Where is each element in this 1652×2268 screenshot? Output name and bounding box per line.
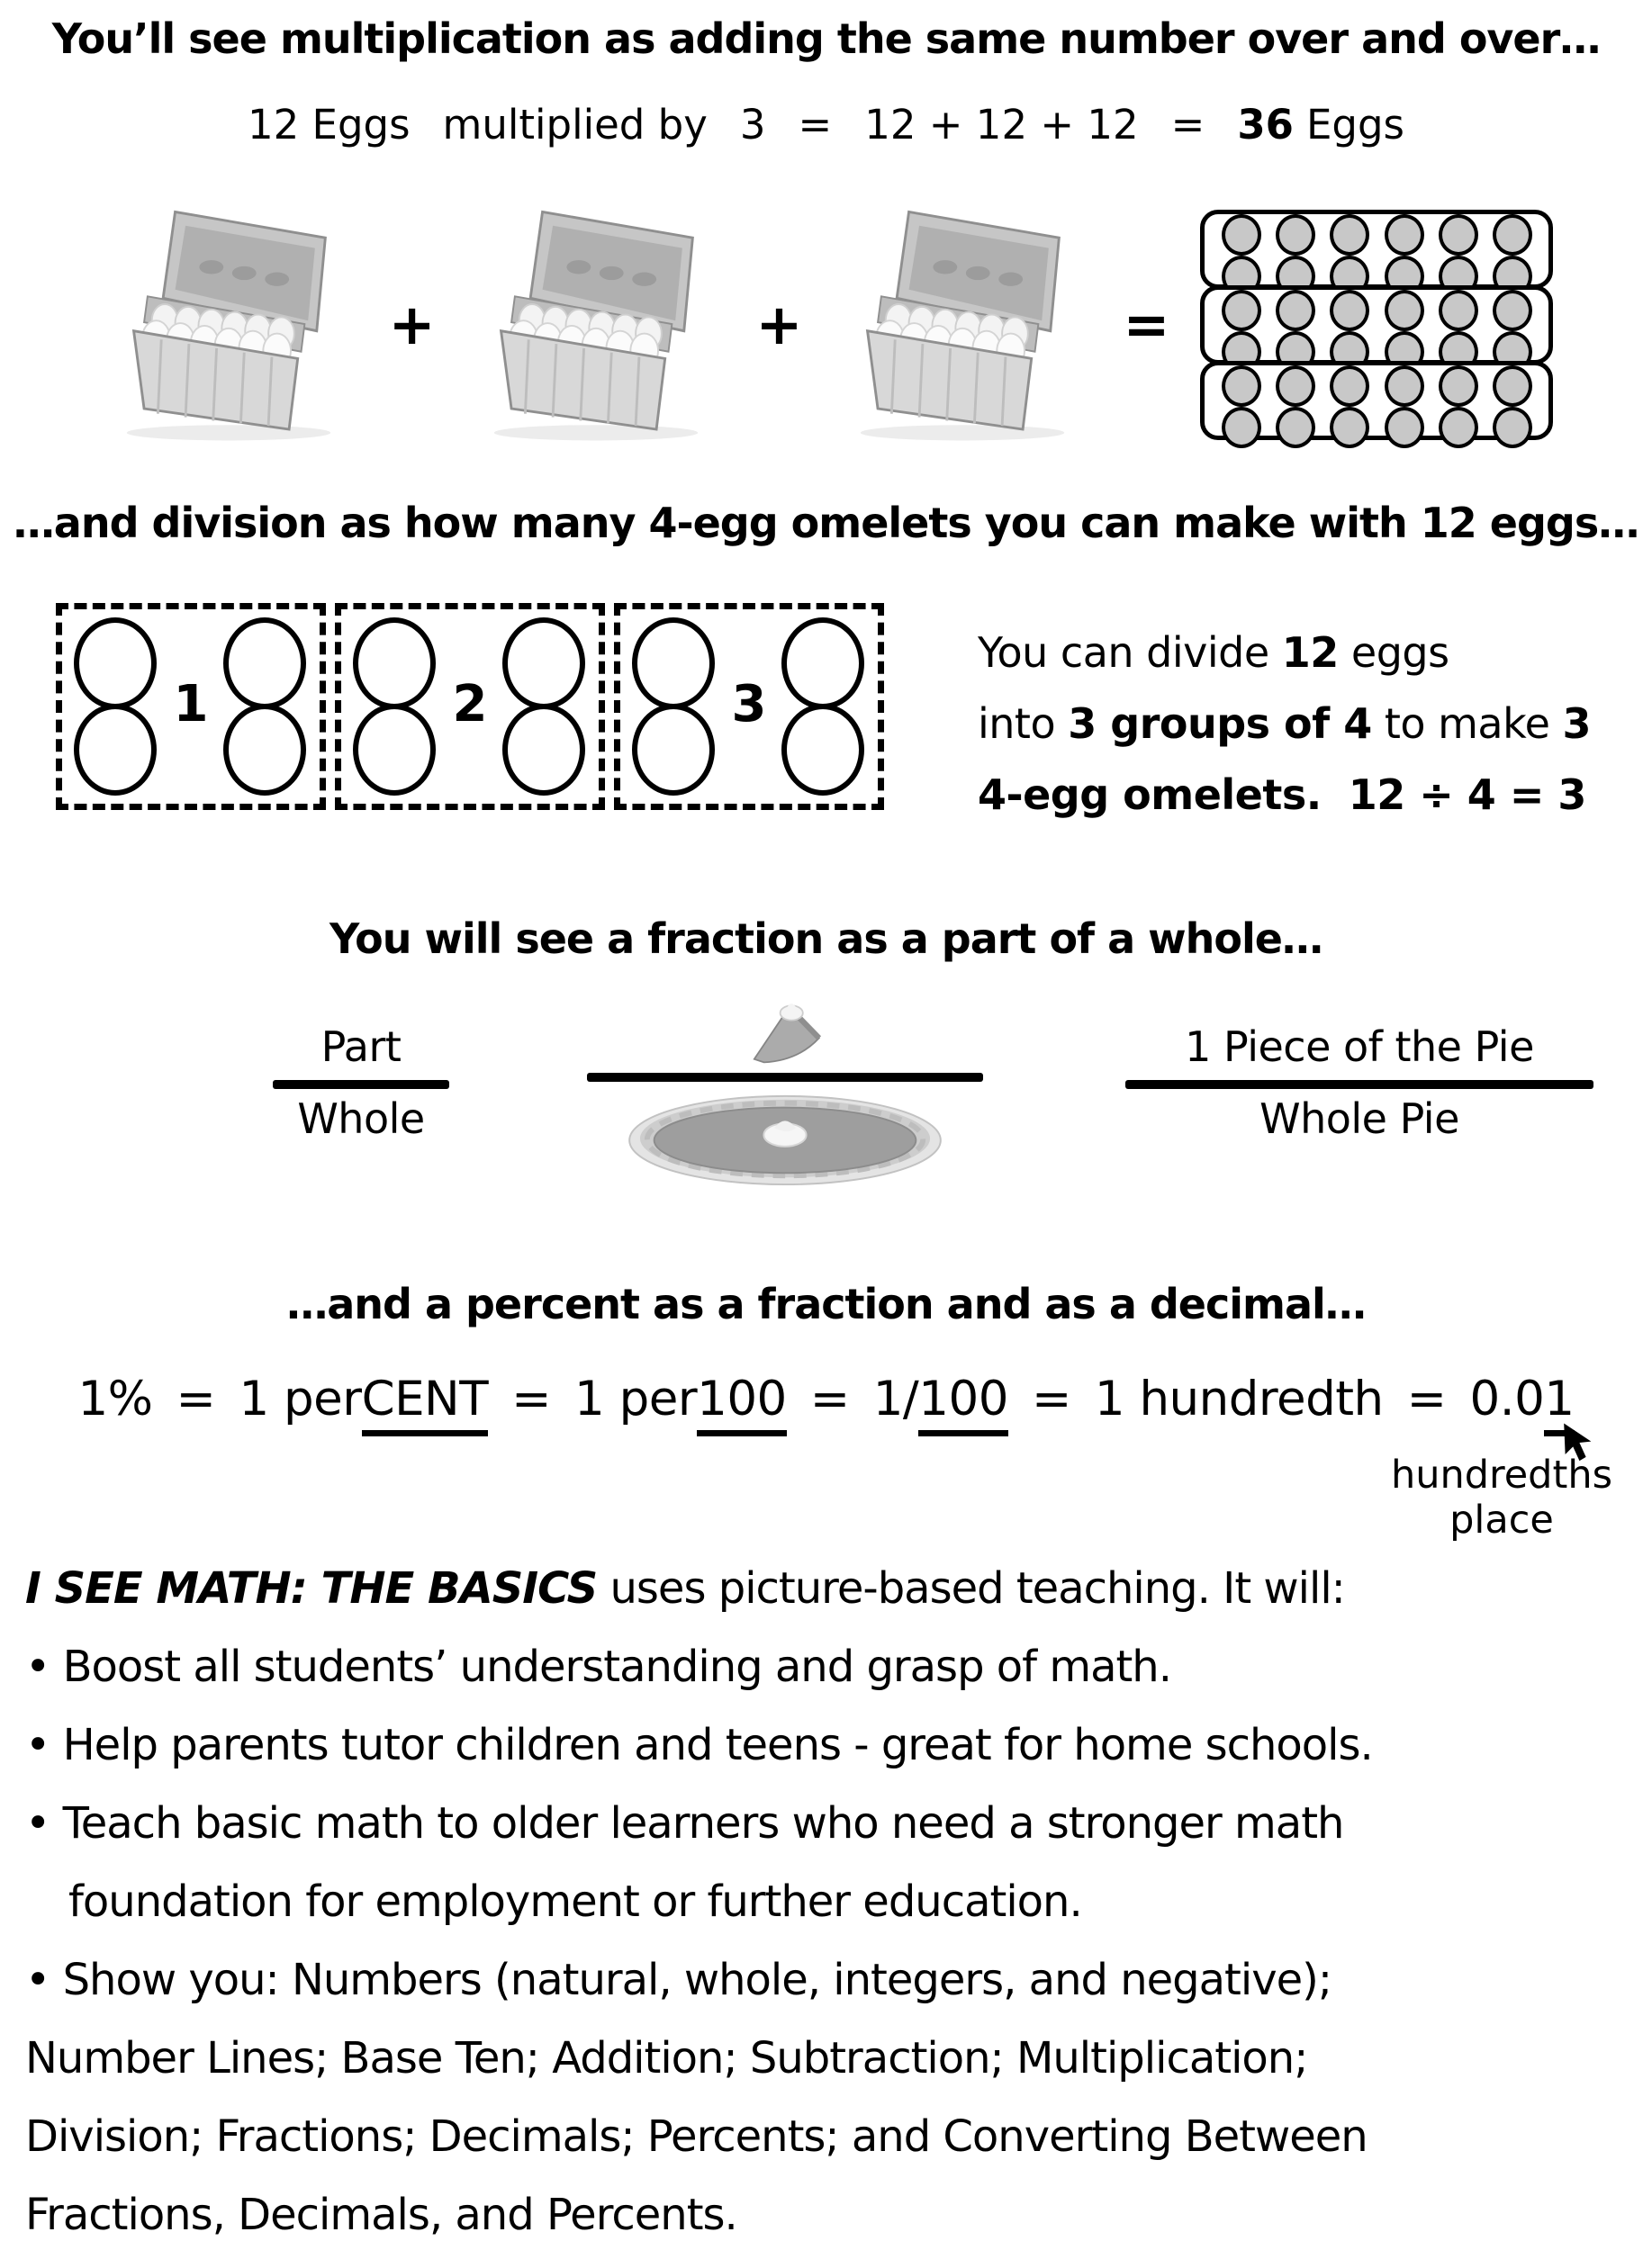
equation-factor: 3 bbox=[739, 101, 766, 148]
caption-text: into bbox=[978, 699, 1069, 748]
plus-sign: + bbox=[755, 292, 803, 357]
multiplication-equation bbox=[0, 101, 1652, 148]
egg-icon bbox=[1439, 290, 1478, 331]
fraction-heading: You will see a fraction as a part of a whole… bbox=[329, 914, 1323, 963]
percent-term: 1% bbox=[77, 1372, 153, 1426]
egg-icon bbox=[1330, 407, 1369, 448]
term-underlined: CENT bbox=[362, 1372, 489, 1436]
multiplication-figure bbox=[0, 200, 1652, 450]
percent-term: 1 hundredth bbox=[1094, 1372, 1384, 1426]
about-section bbox=[25, 1550, 1640, 2254]
note-line: hundredths bbox=[1390, 1453, 1612, 1498]
fraction-denominator: Whole Pie bbox=[1259, 1094, 1459, 1143]
caption-bold: 3 bbox=[1562, 699, 1592, 748]
about-bullet-line: • Boost all students’ understanding and grasp of math. bbox=[25, 1642, 1171, 1692]
term-underlined: 100 bbox=[697, 1372, 787, 1436]
percent-term bbox=[574, 1372, 787, 1426]
caption-line bbox=[978, 688, 1591, 760]
egg-carton-image bbox=[466, 200, 726, 450]
book-title: I SEE MATH: THE BASICS bbox=[25, 1563, 598, 1614]
percent-term bbox=[239, 1372, 488, 1426]
about-bullet-line: • Show you: Numbers (natural, whole, integers, and negative); bbox=[25, 1955, 1332, 2005]
plus-sign: + bbox=[388, 292, 436, 357]
percent-term bbox=[1470, 1372, 1575, 1426]
term-text: 1 per bbox=[574, 1372, 698, 1426]
egg-icon bbox=[1493, 214, 1532, 256]
egg-tray bbox=[1200, 361, 1553, 440]
egg-tray bbox=[1200, 210, 1553, 289]
about-bullet-list bbox=[25, 1628, 1640, 2254]
egg-icon bbox=[1439, 214, 1478, 256]
division-caption bbox=[978, 617, 1591, 831]
egg-icon bbox=[1222, 407, 1261, 448]
egg-tray-grid bbox=[1200, 210, 1553, 440]
egg-icon bbox=[1385, 214, 1424, 256]
result-unit: Eggs bbox=[1306, 101, 1405, 148]
result-value: 36 bbox=[1237, 101, 1294, 148]
egg-icon bbox=[1222, 290, 1261, 331]
caption-bold: 12 bbox=[1281, 628, 1339, 677]
equation-quantity: 12 Eggs bbox=[247, 101, 411, 148]
egg-icon bbox=[1385, 365, 1424, 407]
term-underlined: 100 bbox=[918, 1372, 1008, 1436]
caption-line bbox=[978, 617, 1591, 688]
egg-icon bbox=[1276, 407, 1315, 448]
egg-icon bbox=[1222, 365, 1261, 407]
egg-icon bbox=[1439, 365, 1478, 407]
egg-icon bbox=[1493, 290, 1532, 331]
about-bullet-line: Division; Fractions; Decimals; Percents; and Converting Between bbox=[25, 2111, 1368, 2162]
percent-equation bbox=[0, 1372, 1652, 1426]
egg-icon bbox=[1276, 290, 1315, 331]
egg-icon bbox=[1385, 290, 1424, 331]
pie-slice-image bbox=[744, 1001, 826, 1066]
equals-sign: = bbox=[809, 1372, 850, 1426]
term-text: 1/ bbox=[872, 1372, 919, 1426]
caption-equation: 12 ÷ 4 = 3 bbox=[1348, 770, 1586, 819]
egg-icon bbox=[1385, 407, 1424, 448]
note-line: place bbox=[1449, 1498, 1554, 1543]
equation-operator-label: multiplied by bbox=[442, 101, 708, 148]
equals-sign: = bbox=[798, 101, 833, 148]
about-bullet-line: • Teach basic math to older learners who need a stronger math bbox=[25, 1798, 1344, 1849]
egg-icon bbox=[1493, 365, 1532, 407]
group-number: 1 bbox=[173, 674, 209, 734]
fraction-numerator: Part bbox=[320, 1022, 402, 1071]
egg-icon bbox=[1330, 290, 1369, 331]
egg-icon bbox=[1439, 407, 1478, 448]
caption-text: to make bbox=[1371, 699, 1563, 748]
whole-pie-image bbox=[625, 1089, 945, 1188]
hundredths-place-note bbox=[1391, 1453, 1612, 1543]
equals-sign: = bbox=[1170, 101, 1205, 148]
pie-label-fraction bbox=[1125, 1022, 1593, 1143]
about-intro bbox=[25, 1550, 1640, 1628]
equals-sign: = bbox=[1123, 292, 1170, 357]
fraction-bar bbox=[273, 1080, 449, 1089]
caption-bold: 4-egg omelets. bbox=[978, 770, 1322, 819]
about-intro-rest: uses picture-based teaching. It will: bbox=[597, 1563, 1345, 1614]
equals-sign: = bbox=[511, 1372, 551, 1426]
fraction-bar bbox=[1125, 1080, 1593, 1089]
egg-tray bbox=[1200, 285, 1553, 364]
egg-icon bbox=[1222, 214, 1261, 256]
egg-icon bbox=[1493, 407, 1532, 448]
egg-carton-image bbox=[99, 200, 358, 450]
term-underlined: 1 bbox=[1544, 1372, 1574, 1436]
equals-sign: = bbox=[176, 1372, 216, 1426]
egg-icon bbox=[1330, 365, 1369, 407]
percent-heading: …and a percent as a fraction and as a decimal… bbox=[286, 1280, 1366, 1328]
equation-result bbox=[1237, 101, 1404, 148]
pie-picture-fraction bbox=[587, 1001, 983, 1188]
multiplication-heading: You’ll see multiplication as adding the same number over and over… bbox=[51, 14, 1601, 63]
about-bullet-line: • Help parents tutor children and teens - great for home schools. bbox=[25, 1720, 1373, 1770]
egg-icon bbox=[1276, 365, 1315, 407]
fraction-bar bbox=[587, 1073, 983, 1082]
caption-text: You can divide bbox=[978, 628, 1282, 677]
equals-sign: = bbox=[1406, 1372, 1447, 1426]
equation-sum: 12 + 12 + 12 bbox=[864, 101, 1139, 148]
caption-bold: 3 groups of 4 bbox=[1068, 699, 1372, 748]
percent-term bbox=[873, 1372, 1008, 1426]
group-number: 3 bbox=[731, 674, 767, 734]
omelet-group-box bbox=[614, 603, 884, 810]
omelet-group-box bbox=[335, 603, 605, 810]
egg-carton-image bbox=[833, 200, 1092, 450]
about-bullet-line: Number Lines; Base Ten; Addition; Subtraction; Multiplication; bbox=[25, 2033, 1308, 2084]
omelet-groups-figure bbox=[56, 603, 884, 810]
caption-line bbox=[978, 760, 1591, 831]
fraction-numerator: 1 Piece of the Pie bbox=[1185, 1022, 1534, 1071]
term-text: 1 per bbox=[239, 1372, 362, 1426]
equals-sign: = bbox=[1031, 1372, 1071, 1426]
caption-text: eggs bbox=[1338, 628, 1449, 677]
term-text: 0.0 bbox=[1469, 1372, 1545, 1426]
egg-icon bbox=[1276, 214, 1315, 256]
omelet-group-box bbox=[56, 603, 326, 810]
egg-icon bbox=[1330, 214, 1369, 256]
about-bullet-line: foundation for employment or further education. bbox=[68, 1876, 1082, 1927]
part-whole-fraction bbox=[266, 1022, 456, 1143]
about-bullet-line: Fractions, Decimals, and Percents. bbox=[25, 2190, 737, 2240]
group-number: 2 bbox=[452, 674, 488, 734]
division-heading: …and division as how many 4-egg omelets you can make with 12 eggs… bbox=[13, 499, 1639, 547]
fraction-denominator: Whole bbox=[297, 1094, 425, 1143]
